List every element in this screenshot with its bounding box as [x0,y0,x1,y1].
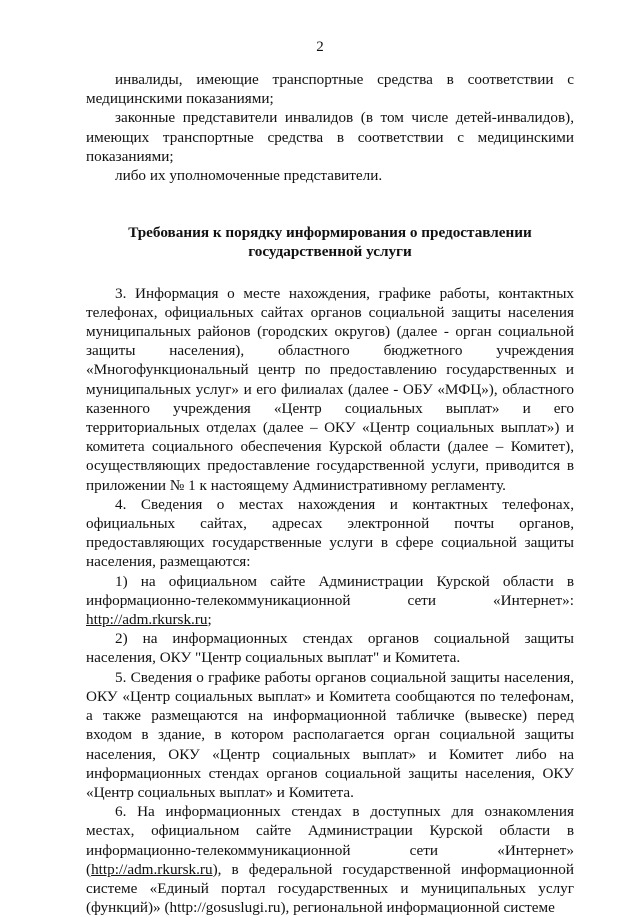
intro-item-authorized-representatives: либо их уполномоченные представители. [115,167,383,185]
section-heading [86,223,574,261]
paragraph-4-item-1 [86,572,574,630]
section-heading-line-2: государственной услуги [248,243,412,261]
paragraph-5: 5. Сведения о графике работы органов социальной защиты населения, ОКУ «Центр социальных выплат» и Комитета сообщаются по телефонам, а также размещаются на информационной табличке (вывеске) перед входом в здание, в котором располагается орган социальной защиты населения, ОКУ «Центр социальных выплат» и Комитет либо на информационных стендах органов социальной защиты населения, ОКУ «Центр социальных выплат» и Комитета. [86,668,574,801]
document-body [86,70,574,917]
paragraph-6-end: ), в федеральной государственной информационной системе «Единый портал государственных и муниципальных услуг (функций)» (http://gosuslugi.ru), региональной информационной системе [86,860,574,917]
paragraph-3: 3. Информация о месте нахождения, графике работы, контактных телефонах, официальных сайтах органов социальной защиты населения муниципальных районов (городских округов) (далее - орган социальной защиты населения), областного бюджетного учреждения «Многофункциональный центр по предоставлению государственных и муниципальных услуг» и его филиалах (далее - ОБУ «МФЦ»), областного казенного учреждения «Центр социальных выплат» и его территориальных отделах (далее – ОКУ «Центр социальных выплат») и комитета социального обеспечения Курской области (далее – Комитет), осуществляющих предоставление государственной услуги, приводится в приложении № 1 к настоящему Административному регламенту. [86,284,574,494]
adm-rkursk-link-2[interactable]: http://adm.rkursk.ru [91,860,213,878]
intro-item-disabled-owners: инвалиды, имеющие транспортные средства в соответствии с медицинскими показаниями; [86,71,574,108]
paragraph-6-start: 6. На информационных стендах в доступных для ознакомления местах, официальном сайте Администрации Курской области в информационно-телекоммуникационной сети «Интернет» ( [86,803,574,878]
intro-item-legal-representatives: законные представители инвалидов (в том числе детей-инвалидов), имеющих транспортные средства в соответствии с медицинскими показаниями; [86,109,574,165]
paragraph-4-item-2: 2) на информационных стендах органов социальной защиты населения, ОКУ "Центр социальных выплат" и Комитета. [86,630,574,667]
section-heading-line-1: Требования к порядку информирования о предоставлении [128,224,532,242]
paragraph-4-item-1-end: ; [207,611,212,629]
page-number: 2 [316,39,324,55]
paragraph-6 [86,802,574,917]
paragraph-4-item-1-text: 1) на официальном сайте Администрации Курской области в информационно-телекоммуникационной сети «Интернет»: [86,572,574,609]
paragraph-4: 4. Сведения о местах нахождения и контактных телефонах, официальных сайтах, адресах электронной почты органов, предоставляющих государственные услуги в сфере социальной защиты населения, размещаются: [86,495,574,571]
adm-rkursk-link[interactable]: http://adm.rkursk.ru [86,611,208,629]
